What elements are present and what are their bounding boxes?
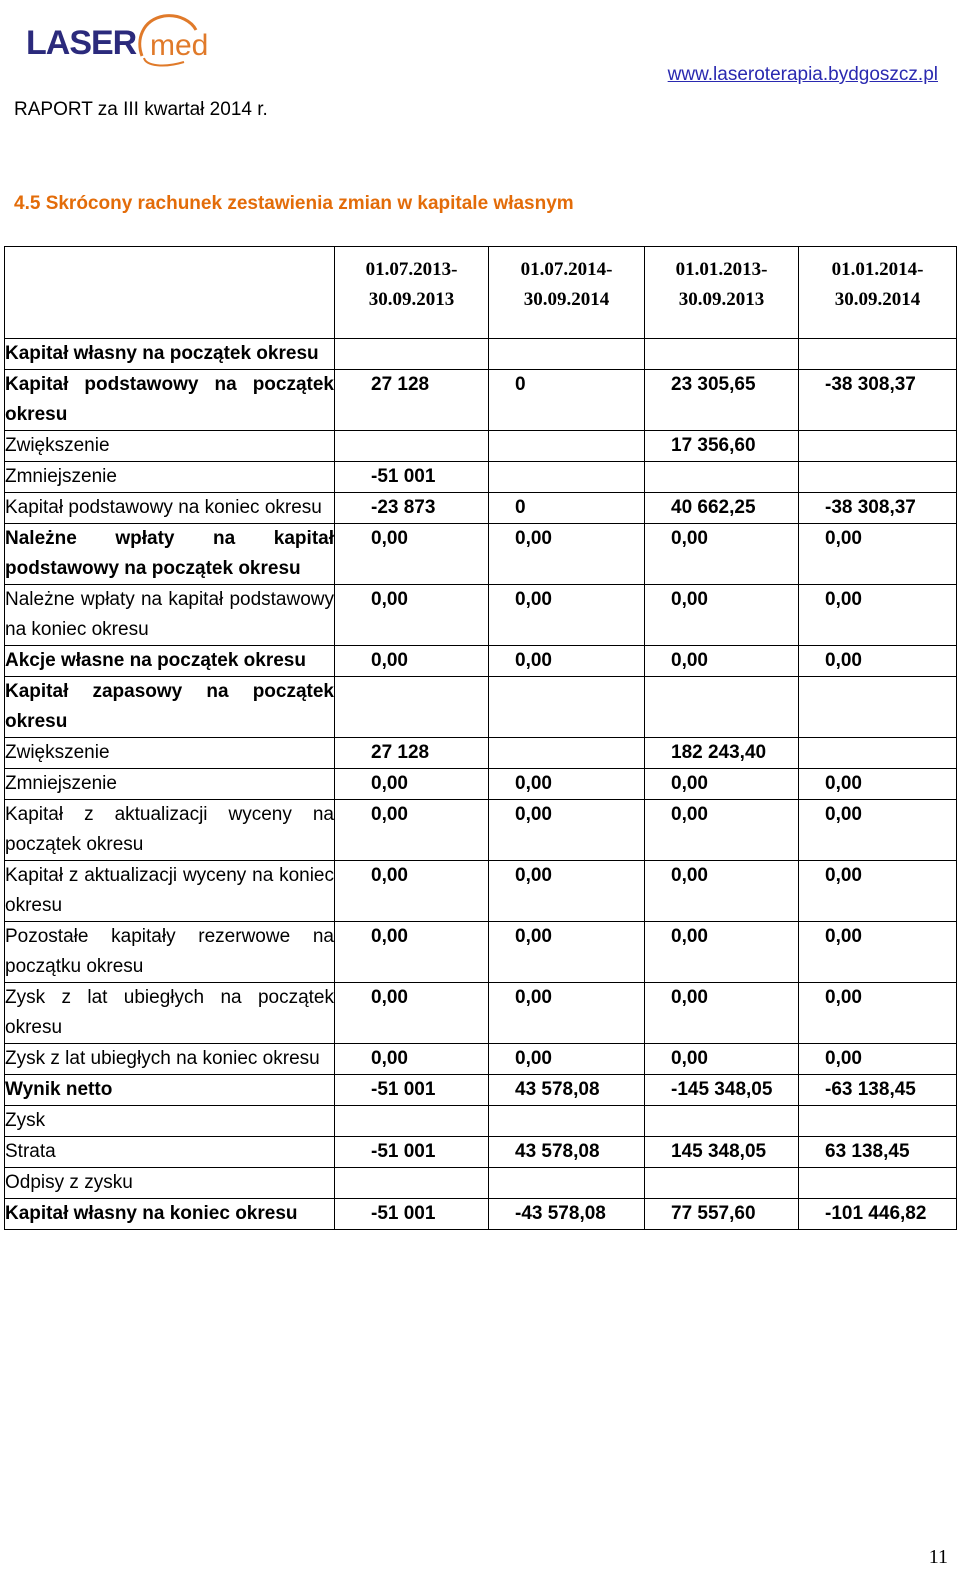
row-label: Pozostałe kapitały rezerwowe na początku okresu: [5, 922, 335, 983]
value-cell: [489, 1044, 645, 1075]
table-row: [5, 677, 957, 738]
value-cell: [645, 1168, 799, 1199]
cell-value: 0: [515, 374, 526, 395]
cell-value: 63 138,45: [825, 1141, 910, 1162]
value-cell: [489, 1106, 645, 1137]
value-cell: [335, 677, 489, 738]
logo-text-sub: med: [150, 29, 209, 62]
cell-value: 0,00: [515, 865, 552, 886]
value-cell: [335, 800, 489, 861]
value-cell: [645, 922, 799, 983]
value-cell: [799, 861, 957, 922]
value-cell: [489, 1075, 645, 1106]
value-cell: [489, 1199, 645, 1230]
value-cell: [489, 431, 645, 462]
table-row: [5, 983, 957, 1044]
value-cell: [799, 462, 957, 493]
value-cell: [335, 493, 489, 524]
cell-value: 0,00: [825, 987, 862, 1008]
row-label: Zysk z lat ubiegłych na początek okresu: [5, 983, 335, 1044]
table-row: [5, 524, 957, 585]
value-cell: [645, 1106, 799, 1137]
value-cell: [645, 585, 799, 646]
table-row: [5, 1199, 957, 1230]
value-cell: [645, 524, 799, 585]
value-cell: [799, 738, 957, 769]
cell-value: 0,00: [515, 773, 552, 794]
row-label: Zwiększenie: [5, 431, 335, 462]
value-cell: [489, 370, 645, 431]
row-label: Akcje własne na początek okresu: [5, 646, 335, 677]
cell-value: 0,00: [371, 926, 408, 947]
cell-value: 0,00: [671, 926, 708, 947]
cell-value: 0,00: [671, 1048, 708, 1069]
value-cell: [799, 1075, 957, 1106]
cell-value: 0,00: [671, 804, 708, 825]
cell-value: 182 243,40: [671, 742, 767, 763]
cell-value: 0,00: [515, 804, 552, 825]
value-cell: [645, 431, 799, 462]
value-cell: [645, 1137, 799, 1168]
value-cell: [799, 1168, 957, 1199]
value-cell: [645, 1199, 799, 1230]
value-cell: [799, 983, 957, 1044]
cell-value: 0,00: [515, 589, 552, 610]
cell-value: 27 128: [371, 742, 430, 763]
value-cell: [799, 524, 957, 585]
value-cell: [489, 646, 645, 677]
equity-changes-table: [4, 246, 957, 1230]
row-label: Zysk z lat ubiegłych na koniec okresu: [5, 1044, 335, 1075]
value-cell: [645, 339, 799, 370]
row-label: Strata: [5, 1137, 335, 1168]
cell-value: 0,00: [515, 1048, 552, 1069]
value-cell: [645, 1044, 799, 1075]
cell-value: 0,00: [671, 987, 708, 1008]
cell-value: 0,00: [371, 589, 408, 610]
row-label: Kapitał z aktualizacji wyceny na koniec okresu: [5, 861, 335, 922]
table-row: [5, 1106, 957, 1137]
row-label: Zmniejszenie: [5, 769, 335, 800]
table-row: [5, 1075, 957, 1106]
value-cell: [489, 339, 645, 370]
value-cell: [335, 1044, 489, 1075]
value-cell: [799, 800, 957, 861]
value-cell: [335, 462, 489, 493]
value-cell: [489, 585, 645, 646]
cell-value: 0,00: [671, 589, 708, 610]
value-cell: [335, 1199, 489, 1230]
cell-value: 77 557,60: [671, 1203, 756, 1224]
value-cell: [799, 1106, 957, 1137]
value-cell: [645, 646, 799, 677]
row-label: Kapitał podstawowy na początek okresu: [5, 370, 335, 431]
table-row: [5, 462, 957, 493]
cell-value: -43 578,08: [515, 1203, 606, 1224]
cell-value: 0,00: [825, 804, 862, 825]
row-label: Zmniejszenie: [5, 462, 335, 493]
table-row: [5, 1137, 957, 1168]
cell-value: -38 308,37: [825, 374, 916, 395]
row-label: Zwiększenie: [5, 738, 335, 769]
cell-value: 0,00: [371, 987, 408, 1008]
value-cell: [335, 1106, 489, 1137]
logo-text-main: LASER: [26, 24, 137, 62]
cell-value: 0,00: [825, 650, 862, 671]
value-cell: [799, 1199, 957, 1230]
cell-value: 0,00: [371, 773, 408, 794]
value-cell: [645, 983, 799, 1044]
value-cell: [335, 861, 489, 922]
cell-value: 0,00: [515, 650, 552, 671]
value-cell: [799, 922, 957, 983]
table-row: [5, 370, 957, 431]
cell-value: -101 446,82: [825, 1203, 927, 1224]
cell-value: 0,00: [671, 650, 708, 671]
value-cell: [335, 922, 489, 983]
value-cell: [335, 1168, 489, 1199]
table-header-row: [5, 247, 957, 339]
table-row: [5, 585, 957, 646]
page-number: 11: [928, 1546, 948, 1568]
column-header: 01.07.2014-30.09.2014: [489, 247, 645, 339]
cell-value: -51 001: [371, 1141, 436, 1162]
value-cell: [335, 646, 489, 677]
value-cell: [335, 370, 489, 431]
table-row: [5, 738, 957, 769]
table-row: [5, 861, 957, 922]
website-link[interactable]: www.laseroterapia.bydgoszcz.pl: [667, 64, 938, 85]
cell-value: 43 578,08: [515, 1079, 600, 1100]
value-cell: [489, 922, 645, 983]
cell-value: -23 873: [371, 497, 436, 518]
value-cell: [335, 524, 489, 585]
row-label: Kapitał własny na początek okresu: [5, 339, 335, 370]
cell-value: 145 348,05: [671, 1141, 767, 1162]
value-cell: [799, 677, 957, 738]
table-row: [5, 1044, 957, 1075]
value-cell: [335, 431, 489, 462]
cell-value: 0,00: [671, 773, 708, 794]
table-row: [5, 769, 957, 800]
value-cell: [645, 493, 799, 524]
cell-value: 0,00: [371, 1048, 408, 1069]
value-cell: [489, 738, 645, 769]
report-title: RAPORT za III kwartał 2014 r.: [14, 99, 268, 120]
value-cell: [645, 769, 799, 800]
column-header: 01.01.2013-30.09.2013: [645, 247, 799, 339]
row-label: Kapitał z aktualizacji wyceny na początek okresu: [5, 800, 335, 861]
table-row: [5, 431, 957, 462]
cell-value: -51 001: [371, 1203, 436, 1224]
value-cell: [799, 585, 957, 646]
cell-value: 0,00: [371, 650, 408, 671]
value-cell: [645, 462, 799, 493]
value-cell: [489, 462, 645, 493]
value-cell: [799, 370, 957, 431]
value-cell: [335, 983, 489, 1044]
value-cell: [645, 677, 799, 738]
value-cell: [489, 1168, 645, 1199]
value-cell: [489, 800, 645, 861]
value-cell: [645, 1075, 799, 1106]
value-cell: [799, 646, 957, 677]
value-cell: [799, 1137, 957, 1168]
value-cell: [489, 983, 645, 1044]
row-label: Należne wpłaty na kapitał podstawowy na początek okresu: [5, 524, 335, 585]
cell-value: 40 662,25: [671, 497, 756, 518]
value-cell: [335, 1075, 489, 1106]
value-cell: [645, 861, 799, 922]
cell-value: 0,00: [371, 865, 408, 886]
cell-value: 0,00: [671, 528, 708, 549]
value-cell: [489, 1137, 645, 1168]
value-cell: [335, 769, 489, 800]
row-label: Kapitał własny na koniec okresu: [5, 1199, 335, 1230]
row-label: Kapitał zapasowy na początek okresu: [5, 677, 335, 738]
value-cell: [335, 738, 489, 769]
value-cell: [645, 738, 799, 769]
table-row: [5, 646, 957, 677]
cell-value: 0,00: [825, 773, 862, 794]
row-label: Odpisy z zysku: [5, 1168, 335, 1199]
cell-value: 0: [515, 497, 526, 518]
cell-value: 0,00: [371, 804, 408, 825]
cell-value: 0,00: [515, 926, 552, 947]
lasermed-logo: [24, 10, 224, 72]
cell-value: 0,00: [825, 528, 862, 549]
value-cell: [489, 493, 645, 524]
value-cell: [645, 370, 799, 431]
cell-value: -51 001: [371, 466, 436, 487]
value-cell: [489, 524, 645, 585]
cell-value: -63 138,45: [825, 1079, 916, 1100]
value-cell: [335, 1137, 489, 1168]
cell-value: 0,00: [515, 987, 552, 1008]
table-row: [5, 800, 957, 861]
table-row: [5, 493, 957, 524]
row-label: Zysk: [5, 1106, 335, 1137]
column-header: 01.01.2014-30.09.2014: [799, 247, 957, 339]
cell-value: 0,00: [825, 1048, 862, 1069]
value-cell: [335, 585, 489, 646]
cell-value: 0,00: [825, 926, 862, 947]
value-cell: [489, 769, 645, 800]
value-cell: [799, 769, 957, 800]
cell-value: 17 356,60: [671, 435, 756, 456]
table-row: [5, 339, 957, 370]
value-cell: [799, 339, 957, 370]
value-cell: [489, 677, 645, 738]
section-title: 4.5 Skrócony rachunek zestawienia zmian w kapitale własnym: [14, 193, 574, 214]
cell-value: 23 305,65: [671, 374, 756, 395]
cell-value: 0,00: [371, 528, 408, 549]
row-label: Należne wpłaty na kapitał podstawowy na koniec okresu: [5, 585, 335, 646]
cell-value: 0,00: [515, 528, 552, 549]
cell-value: -38 308,37: [825, 497, 916, 518]
table-row: [5, 922, 957, 983]
table-row: [5, 1168, 957, 1199]
header-label-cell: [5, 247, 335, 339]
cell-value: 0,00: [825, 589, 862, 610]
value-cell: [799, 431, 957, 462]
cell-value: 27 128: [371, 374, 430, 395]
row-label: Kapitał podstawowy na koniec okresu: [5, 493, 335, 524]
value-cell: [799, 493, 957, 524]
value-cell: [799, 1044, 957, 1075]
cell-value: 43 578,08: [515, 1141, 600, 1162]
cell-value: 0,00: [671, 865, 708, 886]
value-cell: [489, 861, 645, 922]
cell-value: -145 348,05: [671, 1079, 773, 1100]
cell-value: -51 001: [371, 1079, 436, 1100]
value-cell: [335, 339, 489, 370]
row-label: Wynik netto: [5, 1075, 335, 1106]
cell-value: 0,00: [825, 865, 862, 886]
value-cell: [645, 800, 799, 861]
column-header: 01.07.2013-30.09.2013: [335, 247, 489, 339]
